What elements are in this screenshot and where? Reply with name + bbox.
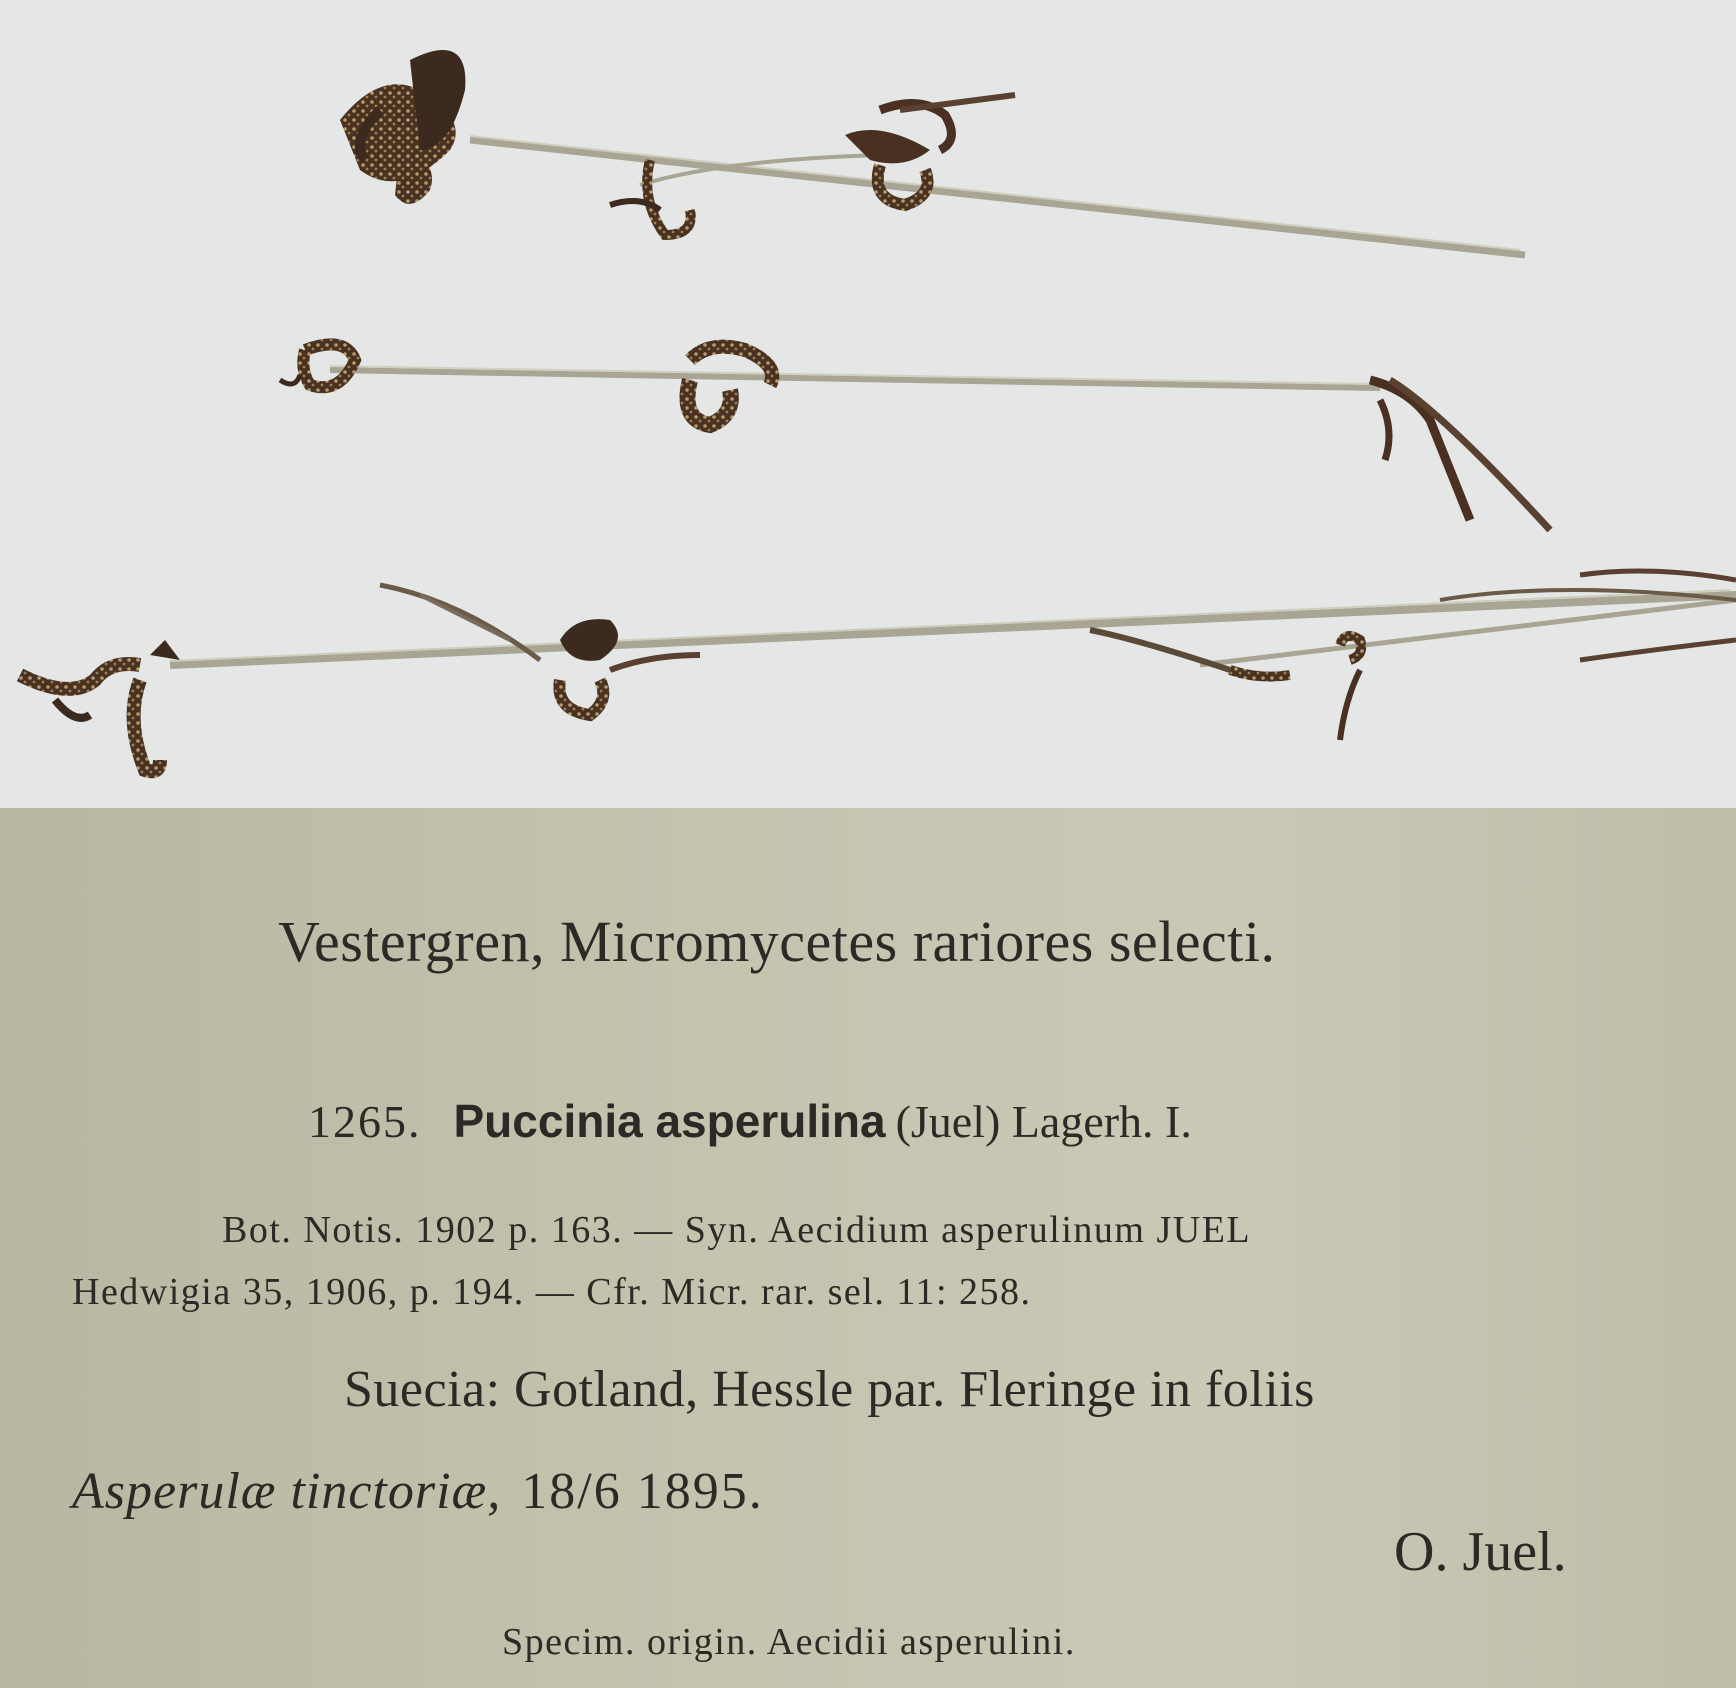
specimen-note: Specim. origin. Aecidii asperulini.: [502, 1621, 1076, 1663]
specimen-stem-2: [280, 344, 1550, 530]
exsiccata-number: 1265.: [308, 1096, 422, 1147]
host-date-line: [72, 1462, 764, 1521]
series-title: Vestergren, Micromycetes rariores selecti.: [278, 909, 1276, 974]
reference-line-2: Hedwigia 35, 1906, p. 194. — Cfr. Micr. rar. sel. 11: 258.: [72, 1271, 1032, 1313]
dried-plant-specimens: [0, 0, 1736, 808]
locality-line: Suecia: Gotland, Hessle par. Fleringe in foliis: [344, 1361, 1315, 1418]
species-authority: (Juel) Lagerh. I.: [895, 1096, 1192, 1147]
collection-date: 18/6 1895.: [521, 1463, 764, 1520]
reference-line-1: Bot. Notis. 1902 p. 163. — Syn. Aecidium asperulinum JUEL: [222, 1209, 1252, 1251]
species-name: Puccinia asperulina: [453, 1095, 886, 1147]
herbarium-label: [0, 808, 1736, 1688]
specimen-photo: [0, 0, 1736, 808]
species-line: [308, 1094, 1192, 1148]
specimen-stem-3: [20, 571, 1736, 771]
collector-name: O. Juel.: [1394, 1521, 1567, 1583]
host-name: Asperulæ tinctoriæ,: [72, 1463, 502, 1520]
specimen-stem-1: [340, 50, 1525, 255]
